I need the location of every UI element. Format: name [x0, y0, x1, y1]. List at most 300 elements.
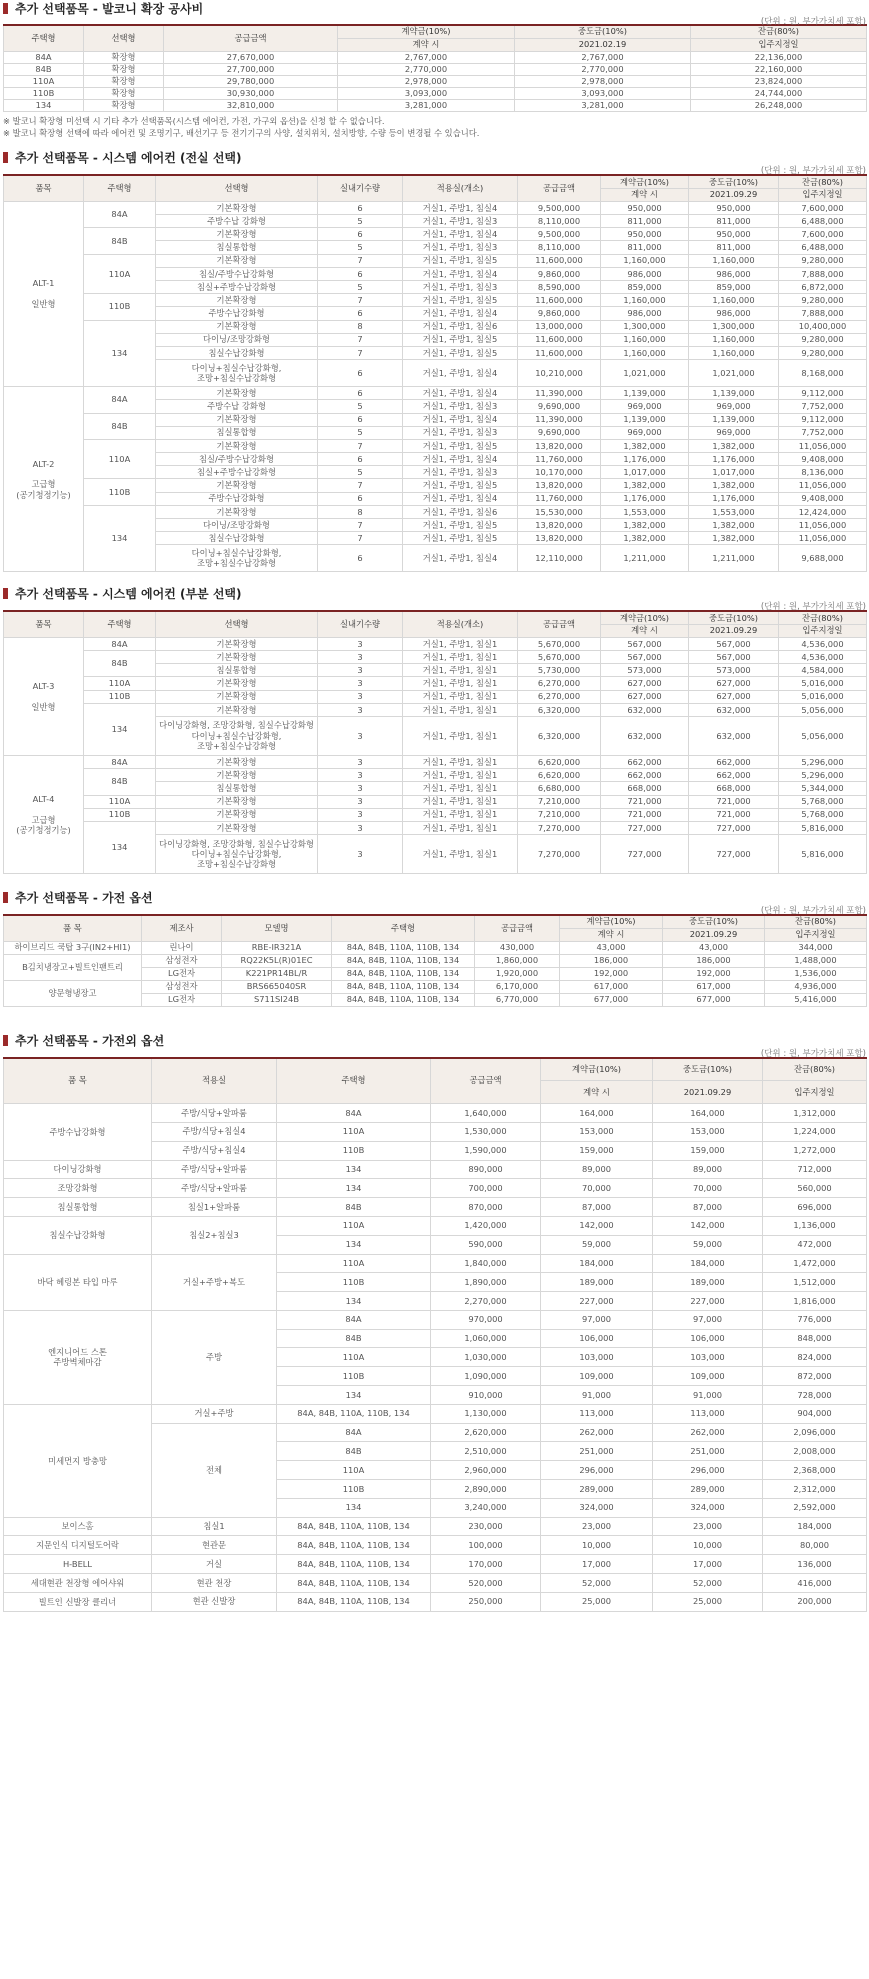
- category-cell: 기본확장형: [156, 254, 318, 267]
- type-cell: 134: [277, 1386, 431, 1405]
- header-h1: 계약금(10%): [601, 175, 689, 188]
- value-cell: 1,139,000: [689, 387, 779, 400]
- header-count: 실내기수량: [318, 611, 403, 637]
- value-cell: 324,000: [653, 1498, 763, 1517]
- header-maker: 제조사: [142, 915, 222, 941]
- value-cell: 296,000: [653, 1461, 763, 1480]
- type-cell: 84A, 84B, 110A, 110B, 134: [277, 1517, 431, 1536]
- value-cell: 2,368,000: [763, 1461, 867, 1480]
- value-cell: 거실1, 주방1, 침실4: [403, 360, 518, 387]
- value-cell: 848,000: [763, 1329, 867, 1348]
- header-s3: 입주지정일: [779, 188, 867, 201]
- category-cell: 기본확장형: [156, 677, 318, 690]
- value-cell: 89,000: [541, 1160, 653, 1179]
- value-cell: 70,000: [653, 1179, 763, 1198]
- category-cell: 기본확장형: [156, 651, 318, 664]
- type-cell: 84B: [84, 769, 156, 795]
- value-cell: 87,000: [541, 1198, 653, 1217]
- unit-note: (단위 : 원, 부가가치세 포함): [760, 906, 866, 917]
- type-cell: 84A, 84B, 110A, 110B, 134: [277, 1592, 431, 1611]
- value-cell: 567,000: [689, 651, 779, 664]
- section-title-text: 추가 선택품목 - 시스템 에어컨 (전실 선택): [15, 151, 242, 166]
- value-cell: 1,160,000: [601, 294, 689, 307]
- value-cell: 950,000: [689, 228, 779, 241]
- category-cell: 확장형: [84, 75, 164, 87]
- category-cell: 침실통합형: [156, 782, 318, 795]
- value-cell: 5: [318, 241, 403, 254]
- table-row: [4, 1216, 867, 1235]
- value-cell: 52,000: [541, 1574, 653, 1593]
- category-cell: 확장형: [84, 87, 164, 99]
- value-cell: 7: [318, 479, 403, 492]
- value-cell: 344,000: [765, 941, 867, 954]
- type-cell: 84B: [277, 1198, 431, 1217]
- section-title: [3, 0, 866, 14]
- value-cell: 1,488,000: [765, 954, 867, 967]
- amount-cell: 2,767,000: [515, 51, 691, 63]
- header-item: 품목: [4, 175, 84, 201]
- title-bar: [3, 1035, 8, 1046]
- type-cell: 84B: [84, 651, 156, 677]
- type-cell: 134: [84, 320, 156, 387]
- table-row: [4, 201, 867, 214]
- value-cell: 10,170,000: [518, 466, 601, 479]
- amount-cell: 26,248,000: [691, 99, 867, 111]
- value-cell: 8,168,000: [779, 360, 867, 387]
- value-cell: 5,016,000: [779, 677, 867, 690]
- value-cell: 3: [318, 690, 403, 703]
- category-cell: 침실수납강화형: [156, 346, 318, 359]
- value-cell: 43,000: [663, 941, 765, 954]
- value-cell: 6,770,000: [475, 993, 560, 1006]
- type-cell: 110A: [84, 254, 156, 294]
- value-cell: 727,000: [601, 835, 689, 874]
- value-cell: 560,000: [763, 1179, 867, 1198]
- category-cell: 침실+주방수납강화형: [156, 466, 318, 479]
- value-cell: 1,139,000: [689, 413, 779, 426]
- value-cell: 1,139,000: [601, 413, 689, 426]
- value-cell: 거실1, 주방1, 침실1: [403, 769, 518, 782]
- value-cell: 1,382,000: [689, 479, 779, 492]
- value-cell: 84A, 84B, 110A, 110B, 134: [332, 941, 475, 954]
- value-cell: 23,000: [653, 1517, 763, 1536]
- value-cell: 1,472,000: [763, 1254, 867, 1273]
- value-cell: 거실1, 주방1, 침실1: [403, 637, 518, 650]
- category-cell: 다이닝강화형, 조망강화형, 침실수납강화형 다이닝+침실수납강화형, 조망+침실수납강화형: [156, 717, 318, 756]
- table-row: [4, 320, 867, 333]
- value-cell: 거실1, 주방1, 침실5: [403, 346, 518, 359]
- table-row: [4, 439, 867, 452]
- aircon-partial-table: [3, 610, 867, 874]
- value-cell: 5,816,000: [779, 821, 867, 834]
- value-cell: 2,960,000: [431, 1461, 541, 1480]
- value-cell: 472,000: [763, 1235, 867, 1254]
- value-cell: 84A, 84B, 110A, 110B, 134: [332, 954, 475, 967]
- value-cell: 6,620,000: [518, 756, 601, 769]
- value-cell: 7,210,000: [518, 808, 601, 821]
- value-cell: 1,272,000: [763, 1141, 867, 1160]
- category-cell: 다이닝+침실수납강화형, 조망+침실수납강화형: [156, 360, 318, 387]
- table-row: [4, 677, 867, 690]
- value-cell: 721,000: [601, 808, 689, 821]
- value-cell: 250,000: [431, 1592, 541, 1611]
- header-middle-sub: 2021.02.19: [515, 38, 691, 51]
- value-cell: 59,000: [541, 1235, 653, 1254]
- value-cell: 3: [318, 821, 403, 834]
- table-row: [4, 51, 867, 63]
- value-cell: 거실1, 주방1, 침실5: [403, 519, 518, 532]
- table-row: [4, 808, 867, 821]
- value-cell: 950,000: [601, 201, 689, 214]
- value-cell: 9,112,000: [779, 413, 867, 426]
- table-row: [4, 413, 867, 426]
- note: ※ 발코니 확장형 미선택 시 기타 추가 선택품목(시스템 에어컨, 가전, 가구외 옵션)을 신청 할 수 없습니다.: [3, 115, 385, 126]
- value-cell: 3: [318, 637, 403, 650]
- value-cell: 5,730,000: [518, 664, 601, 677]
- table-row: [4, 1179, 867, 1198]
- header-balance-sub: 입주지정일: [763, 1081, 867, 1104]
- value-cell: 7: [318, 346, 403, 359]
- value-cell: 25,000: [653, 1592, 763, 1611]
- header-balance-sub: 입주지정일: [691, 38, 867, 51]
- header-cat: 선택형: [156, 611, 318, 637]
- value-cell: 1,920,000: [475, 967, 560, 980]
- header-amount: 공급금액: [518, 611, 601, 637]
- value-cell: 6,320,000: [518, 717, 601, 756]
- value-cell: 거실1, 주방1, 침실1: [403, 703, 518, 716]
- value-cell: 7,270,000: [518, 821, 601, 834]
- value-cell: 7: [318, 439, 403, 452]
- value-cell: 거실1, 주방1, 침실6: [403, 320, 518, 333]
- table-row: [4, 954, 867, 967]
- model-cell: RQ22K5L(R)01EC: [222, 954, 332, 967]
- value-cell: 567,000: [601, 637, 689, 650]
- value-cell: 677,000: [663, 993, 765, 1006]
- value-cell: 170,000: [431, 1555, 541, 1574]
- header-rooms: 적용실(개소): [403, 175, 518, 201]
- notes: [3, 115, 866, 140]
- value-cell: 192,000: [663, 967, 765, 980]
- value-cell: 23,000: [541, 1517, 653, 1536]
- header-type: 주택형: [84, 611, 156, 637]
- model-cell: RBE-IR321A: [222, 941, 332, 954]
- extra-option-section: [3, 1032, 866, 1612]
- value-cell: 10,400,000: [779, 320, 867, 333]
- header-middle: 중도금(10%): [663, 915, 765, 928]
- room-cell: 주방: [152, 1310, 277, 1404]
- value-cell: 7: [318, 333, 403, 346]
- value-cell: 2,890,000: [431, 1480, 541, 1499]
- amount-cell: 24,744,000: [691, 87, 867, 99]
- category-cell: 기본확장형: [156, 703, 318, 716]
- type-cell: 110B: [84, 479, 156, 505]
- value-cell: 거실1, 주방1, 침실4: [403, 545, 518, 572]
- value-cell: 84A, 84B, 110A, 110B, 134: [332, 967, 475, 980]
- value-cell: 872,000: [763, 1367, 867, 1386]
- value-cell: 159,000: [541, 1141, 653, 1160]
- header-rooms: 적용실(개소): [403, 611, 518, 637]
- header-h2: 중도금(10%): [689, 175, 779, 188]
- value-cell: 25,000: [541, 1592, 653, 1611]
- item-cell: 바닥 헤링본 타입 마루: [4, 1254, 152, 1310]
- item-cell: 주방수납강화형: [4, 1104, 152, 1160]
- value-cell: 9,860,000: [518, 267, 601, 280]
- value-cell: 7,888,000: [779, 307, 867, 320]
- value-cell: 7,752,000: [779, 426, 867, 439]
- type-cell: 134: [277, 1179, 431, 1198]
- section-title-text: 추가 선택품목 - 가전외 옵션: [15, 1033, 165, 1048]
- header-type: 주택형: [4, 25, 84, 51]
- table-row: [4, 1254, 867, 1273]
- table-row: [4, 1555, 867, 1574]
- value-cell: 거실1, 주방1, 침실1: [403, 835, 518, 874]
- value-cell: 136,000: [763, 1555, 867, 1574]
- value-cell: 969,000: [689, 426, 779, 439]
- type-cell: 110B: [277, 1480, 431, 1499]
- value-cell: 3: [318, 717, 403, 756]
- type-cell: 84A: [84, 201, 156, 227]
- amount-cell: 2,770,000: [338, 63, 515, 75]
- value-cell: 142,000: [653, 1216, 763, 1235]
- category-cell: 기본확장형: [156, 769, 318, 782]
- value-cell: 6: [318, 387, 403, 400]
- value-cell: 84A, 84B, 110A, 110B, 134: [332, 980, 475, 993]
- room-cell: 전체: [152, 1423, 277, 1517]
- value-cell: 1,300,000: [601, 320, 689, 333]
- value-cell: 662,000: [601, 769, 689, 782]
- value-cell: 4,936,000: [765, 980, 867, 993]
- value-cell: 184,000: [541, 1254, 653, 1273]
- table-row: [4, 941, 867, 954]
- type-cell: 84A: [84, 637, 156, 650]
- value-cell: 109,000: [541, 1367, 653, 1386]
- value-cell: 7,210,000: [518, 795, 601, 808]
- title-bar: [3, 892, 8, 903]
- table-row: [4, 228, 867, 241]
- value-cell: 776,000: [763, 1310, 867, 1329]
- section-title-text: 추가 선택품목 - 가전 옵션: [15, 891, 153, 906]
- value-cell: 2,510,000: [431, 1442, 541, 1461]
- header-amount: 공급금액: [518, 175, 601, 201]
- item-cell: ALT-1 일반형: [4, 201, 84, 386]
- amount-cell: 22,160,000: [691, 63, 867, 75]
- category-cell: 기본확장형: [156, 821, 318, 834]
- header-type: 주택형: [84, 175, 156, 201]
- value-cell: 거실1, 주방1, 침실3: [403, 400, 518, 413]
- value-cell: 11,760,000: [518, 492, 601, 505]
- value-cell: 811,000: [601, 215, 689, 228]
- item-cell: 빌트인 신발장 클리너: [4, 1592, 152, 1611]
- value-cell: 969,000: [601, 400, 689, 413]
- room-cell: 침실1+알파룸: [152, 1198, 277, 1217]
- value-cell: 6: [318, 201, 403, 214]
- maker-cell: LG전자: [142, 993, 222, 1006]
- table-row: [4, 1310, 867, 1329]
- value-cell: 192,000: [560, 967, 663, 980]
- category-cell: 기본확장형: [156, 294, 318, 307]
- maker-cell: LG전자: [142, 967, 222, 980]
- header-amount: 공급금액: [431, 1058, 541, 1104]
- value-cell: 11,600,000: [518, 333, 601, 346]
- item-cell: 침실수납강화형: [4, 1216, 152, 1254]
- value-cell: 1,553,000: [689, 505, 779, 518]
- header-count: 실내기수량: [318, 175, 403, 201]
- value-cell: 7: [318, 254, 403, 267]
- header-h2: 중도금(10%): [689, 611, 779, 624]
- value-cell: 87,000: [653, 1198, 763, 1217]
- room-cell: 주방/식당+알파룸: [152, 1104, 277, 1123]
- value-cell: 200,000: [763, 1592, 867, 1611]
- value-cell: 227,000: [653, 1292, 763, 1311]
- category-cell: 다이닝+침실수납강화형, 조망+침실수납강화형: [156, 545, 318, 572]
- item-cell: 하이브리드 쿡탑 3구(IN2+HI1): [4, 941, 142, 954]
- item-cell: 조망강화형: [4, 1179, 152, 1198]
- value-cell: 7,600,000: [779, 228, 867, 241]
- value-cell: 1,300,000: [689, 320, 779, 333]
- value-cell: 870,000: [431, 1198, 541, 1217]
- appliance-table: [3, 914, 867, 1007]
- table-row: [4, 703, 867, 716]
- category-cell: 기본확장형: [156, 439, 318, 452]
- item-cell: B김치냉장고+빌트인팬트리: [4, 954, 142, 980]
- value-cell: 811,000: [601, 241, 689, 254]
- category-cell: 기본확장형: [156, 479, 318, 492]
- value-cell: 1,160,000: [689, 346, 779, 359]
- value-cell: 7,888,000: [779, 267, 867, 280]
- aircon-partial-section: [3, 585, 866, 874]
- value-cell: 5,416,000: [765, 993, 867, 1006]
- type-cell: 134: [277, 1292, 431, 1311]
- value-cell: 1,176,000: [689, 492, 779, 505]
- header-s1: 계약 시: [601, 188, 689, 201]
- header-cat: 선택형: [84, 25, 164, 51]
- table-row: [4, 99, 867, 111]
- item-cell: H-BELL: [4, 1555, 152, 1574]
- value-cell: 12,424,000: [779, 505, 867, 518]
- unit-note: (단위 : 원, 부가가치세 포함): [760, 17, 866, 27]
- value-cell: 1,590,000: [431, 1141, 541, 1160]
- value-cell: 2,312,000: [763, 1480, 867, 1499]
- value-cell: 13,820,000: [518, 519, 601, 532]
- category-cell: 다이닝/조망강화형: [156, 519, 318, 532]
- item-cell: 양문형냉장고: [4, 980, 142, 1006]
- category-cell: 확장형: [84, 51, 164, 63]
- amount-cell: 2,770,000: [515, 63, 691, 75]
- value-cell: 1,160,000: [601, 254, 689, 267]
- value-cell: 1,382,000: [689, 519, 779, 532]
- header-deposit-sub: 계약 시: [338, 38, 515, 51]
- value-cell: 거실1, 주방1, 침실3: [403, 281, 518, 294]
- value-cell: 10,000: [541, 1536, 653, 1555]
- value-cell: 거실1, 주방1, 침실3: [403, 241, 518, 254]
- table-row: [4, 637, 867, 650]
- value-cell: 거실1, 주방1, 침실6: [403, 505, 518, 518]
- aircon-full-table: [3, 174, 867, 572]
- table-row: [4, 505, 867, 518]
- aircon-full-section: [3, 149, 866, 572]
- value-cell: 거실1, 주방1, 침실1: [403, 690, 518, 703]
- unit-note: (단위 : 원, 부가가치세 포함): [760, 602, 866, 613]
- value-cell: 1,160,000: [601, 346, 689, 359]
- value-cell: 10,210,000: [518, 360, 601, 387]
- value-cell: 3: [318, 782, 403, 795]
- type-cell: 110B: [84, 690, 156, 703]
- table-row: [4, 756, 867, 769]
- type-cell: 110A: [277, 1122, 431, 1141]
- table-row: [4, 63, 867, 75]
- amount-cell: 3,281,000: [515, 99, 691, 111]
- value-cell: 10,000: [653, 1536, 763, 1555]
- value-cell: 6: [318, 307, 403, 320]
- value-cell: 거실1, 주방1, 침실4: [403, 387, 518, 400]
- value-cell: 3: [318, 756, 403, 769]
- room-cell: 거실+주방+복도: [152, 1254, 277, 1310]
- value-cell: 거실1, 주방1, 침실3: [403, 466, 518, 479]
- value-cell: 1,536,000: [765, 967, 867, 980]
- table-row: [4, 651, 867, 664]
- value-cell: 696,000: [763, 1198, 867, 1217]
- extra-option-table: [3, 1057, 867, 1612]
- value-cell: 9,280,000: [779, 333, 867, 346]
- header-balance: 잔금(80%): [763, 1058, 867, 1081]
- header-deposit-sub: 계약 시: [541, 1081, 653, 1104]
- room-cell: 주방/식당+알파룸: [152, 1160, 277, 1179]
- value-cell: 9,408,000: [779, 453, 867, 466]
- value-cell: 9,408,000: [779, 492, 867, 505]
- value-cell: 153,000: [653, 1122, 763, 1141]
- value-cell: 1,176,000: [601, 492, 689, 505]
- value-cell: 6,488,000: [779, 215, 867, 228]
- value-cell: 4,536,000: [779, 651, 867, 664]
- amount-cell: 27,670,000: [164, 51, 338, 63]
- value-cell: 17,000: [541, 1555, 653, 1574]
- value-cell: 950,000: [601, 228, 689, 241]
- value-cell: 632,000: [601, 717, 689, 756]
- item-cell: ALT-3 일반형: [4, 637, 84, 755]
- header-amount: 공급금액: [164, 25, 338, 51]
- value-cell: 59,000: [653, 1235, 763, 1254]
- type-cell: 110A: [4, 75, 84, 87]
- table-row: [4, 1404, 867, 1423]
- value-cell: 189,000: [541, 1273, 653, 1292]
- type-cell: 110A: [277, 1348, 431, 1367]
- value-cell: 1,090,000: [431, 1367, 541, 1386]
- value-cell: 거실1, 주방1, 침실4: [403, 307, 518, 320]
- value-cell: 520,000: [431, 1574, 541, 1593]
- item-cell: 보이스홈: [4, 1517, 152, 1536]
- value-cell: 4,536,000: [779, 637, 867, 650]
- value-cell: 811,000: [689, 215, 779, 228]
- value-cell: 1,030,000: [431, 1348, 541, 1367]
- category-cell: 기본확장형: [156, 808, 318, 821]
- value-cell: 7,752,000: [779, 400, 867, 413]
- value-cell: 2,096,000: [763, 1423, 867, 1442]
- item-cell: 미세먼지 방충망: [4, 1404, 152, 1517]
- value-cell: 거실1, 주방1, 침실4: [403, 267, 518, 280]
- value-cell: 거실1, 주방1, 침실1: [403, 717, 518, 756]
- value-cell: 5,670,000: [518, 637, 601, 650]
- value-cell: 824,000: [763, 1348, 867, 1367]
- value-cell: 677,000: [560, 993, 663, 1006]
- value-cell: 6: [318, 413, 403, 426]
- value-cell: 668,000: [689, 782, 779, 795]
- value-cell: 811,000: [689, 241, 779, 254]
- value-cell: 5,768,000: [779, 808, 867, 821]
- value-cell: 1,139,000: [601, 387, 689, 400]
- value-cell: 5,296,000: [779, 769, 867, 782]
- value-cell: 6,680,000: [518, 782, 601, 795]
- value-cell: 5: [318, 281, 403, 294]
